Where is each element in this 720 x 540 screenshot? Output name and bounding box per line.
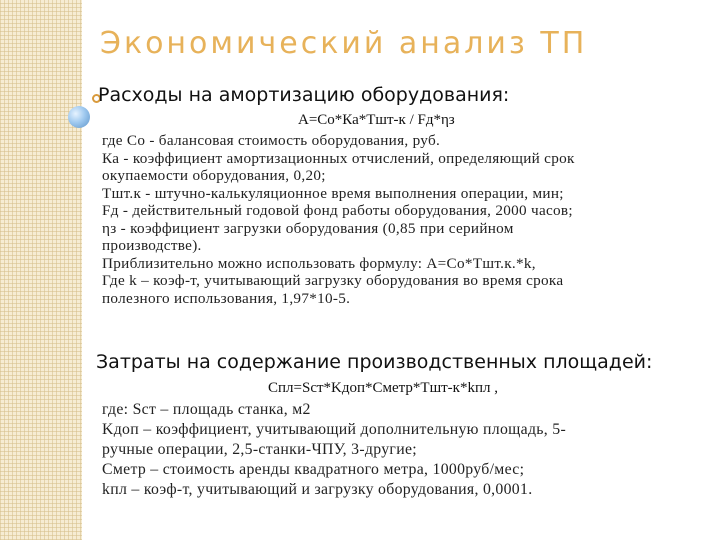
text-line: Где k – коэф-т, учитывающий загрузку оборудования во время срока [102,272,564,289]
text-line: где: Sст – площадь станка, м2 [102,401,311,418]
decorative-stripe [0,0,82,540]
formula-depreciation: А=Со*Ка*Тшт-к / Fд*ηз [298,112,455,128]
text-line: ηз - коэффициент загрузки оборудования (0,85 при серийном [102,219,514,237]
text-line: Cметр – стоимость аренды квадратного метра, 1000руб/мес; [102,461,525,478]
text-line: Ка - коэффициент амортизационных отчислений, определяющий срок [102,149,575,167]
text-line: Kдоп – коэффициент, учитывающий дополнительную площадь, 5- [102,421,567,438]
text-line: Приблизительно можно использовать формулу: А=Со*Тшт.к.*k, [102,254,536,272]
text-block-depreciation [102,132,575,307]
slide-title: Экономический анализ ТП [100,26,588,61]
text-line: ручные операции, 2,5-станки-ЧПУ, 3-другие; [102,441,417,458]
text-line: Тшт.к - штучно-калькуляционное время выполнения операции, мин; [102,184,564,202]
text-line: полезного использования, 1,97*10-5. [102,289,351,307]
text-line: производстве). [102,237,202,254]
text-line: Fд - действительный годовой фонд работы оборудования, 2000 часов; [102,202,573,219]
decorative-circle-icon [68,106,90,128]
text-line: окупаемости оборудования, 0,20; [102,167,326,184]
section-heading-depreciation: Расходы на амортизацию оборудования: [98,84,510,106]
formula-premises: Спл=Sст*Kдоп*Сметр*Тшт-к*kпл , [268,380,498,396]
text-line: где Со - балансовая стоимость оборудования, руб. [102,132,441,149]
text-line: kпл – коэф-т, учитывающий и загрузку оборудования, 0,0001. [102,481,533,498]
text-block-premises [102,400,566,500]
section-heading-premises: Затраты на содержание производственных площадей: [96,351,653,373]
